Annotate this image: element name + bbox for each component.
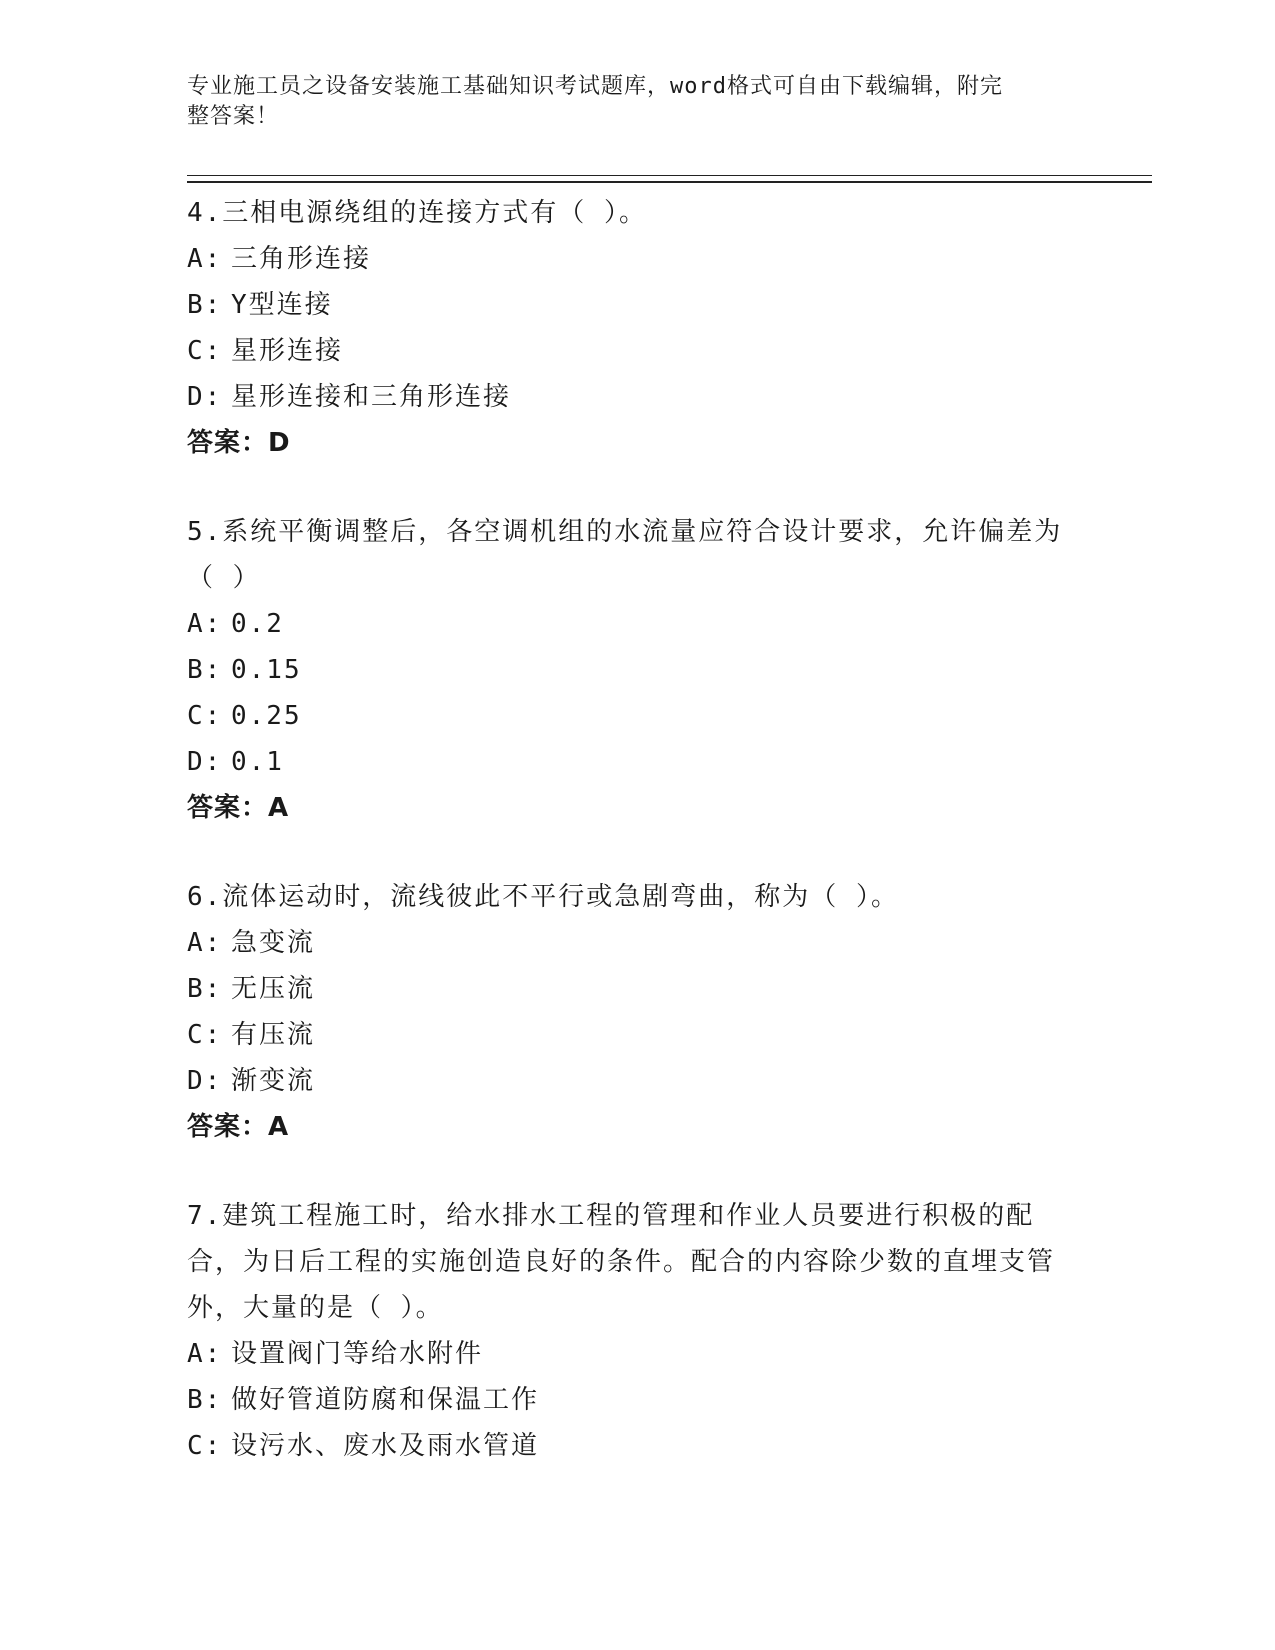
option-letter: D: <box>187 747 223 777</box>
option-text: 三角形连接 <box>231 244 372 274</box>
question-list <box>187 190 1067 1512</box>
option-c <box>187 1423 1067 1469</box>
option-text: 设置阀门等给水附件 <box>231 1339 484 1369</box>
answer: 答案：A <box>187 793 290 823</box>
option-text: 0.25 <box>231 701 302 731</box>
option-text: 无压流 <box>231 974 316 1004</box>
option-letter: C: <box>187 1431 223 1461</box>
option-d <box>187 374 1067 420</box>
option-a <box>187 920 1067 966</box>
option-text: 0.15 <box>231 655 302 685</box>
document-header <box>187 72 1067 132</box>
option-letter: B: <box>187 1385 223 1415</box>
question-text: 5.系统平衡调整后，各空调机组的水流量应符合设计要求，允许偏差为（ ） <box>187 517 1063 593</box>
header-line-1: 专业施工员之设备安装施工基础知识考试题库，word格式可自由下载编辑，附完 <box>187 74 1003 99</box>
option-letter: B: <box>187 974 223 1004</box>
option-text: 星形连接和三角形连接 <box>231 382 512 412</box>
question-6 <box>187 874 1067 1150</box>
option-text: 设污水、废水及雨水管道 <box>231 1431 540 1461</box>
header-divider-thin <box>187 175 1152 176</box>
option-letter: D: <box>187 382 223 412</box>
header-line-2: 整答案！ <box>187 104 280 129</box>
option-letter: B: <box>187 655 223 685</box>
option-text: 有压流 <box>231 1020 316 1050</box>
answer: 答案：D <box>187 428 291 458</box>
option-letter: D: <box>187 1066 223 1096</box>
option-letter: C: <box>187 701 223 731</box>
option-a <box>187 601 1067 647</box>
question-text: 7.建筑工程施工时，给水排水工程的管理和作业人员要进行积极的配合，为日后工程的实施创造良好的条件。配合的内容除少数的直埋支管外，大量的是（ ）。 <box>187 1201 1056 1323</box>
header-divider-thick <box>187 181 1152 183</box>
option-b <box>187 1377 1067 1423</box>
option-c <box>187 693 1067 739</box>
option-d <box>187 739 1067 785</box>
option-a <box>187 1331 1067 1377</box>
option-text: Y型连接 <box>231 290 333 320</box>
option-text: 星形连接 <box>231 336 344 366</box>
option-d <box>187 1058 1067 1104</box>
option-b <box>187 647 1067 693</box>
option-text: 0.1 <box>231 747 284 777</box>
option-b <box>187 966 1067 1012</box>
option-text: 急变流 <box>231 928 316 958</box>
answer: 答案：A <box>187 1112 290 1142</box>
option-text: 渐变流 <box>231 1066 316 1096</box>
option-letter: C: <box>187 336 223 366</box>
option-letter: A: <box>187 609 223 639</box>
option-b <box>187 282 1067 328</box>
option-letter: A: <box>187 1339 223 1369</box>
option-text: 0.2 <box>231 609 284 639</box>
question-7 <box>187 1193 1067 1469</box>
option-text: 做好管道防腐和保温工作 <box>231 1385 540 1415</box>
option-letter: A: <box>187 928 223 958</box>
option-letter: B: <box>187 290 223 320</box>
question-text: 6.流体运动时，流线彼此不平行或急剧弯曲，称为（ ）。 <box>187 882 899 912</box>
option-a <box>187 236 1067 282</box>
option-c <box>187 328 1067 374</box>
question-text: 4.三相电源绕组的连接方式有（ ）。 <box>187 198 647 228</box>
option-c <box>187 1012 1067 1058</box>
question-5 <box>187 509 1067 831</box>
option-letter: C: <box>187 1020 223 1050</box>
question-4 <box>187 190 1067 466</box>
option-letter: A: <box>187 244 223 274</box>
